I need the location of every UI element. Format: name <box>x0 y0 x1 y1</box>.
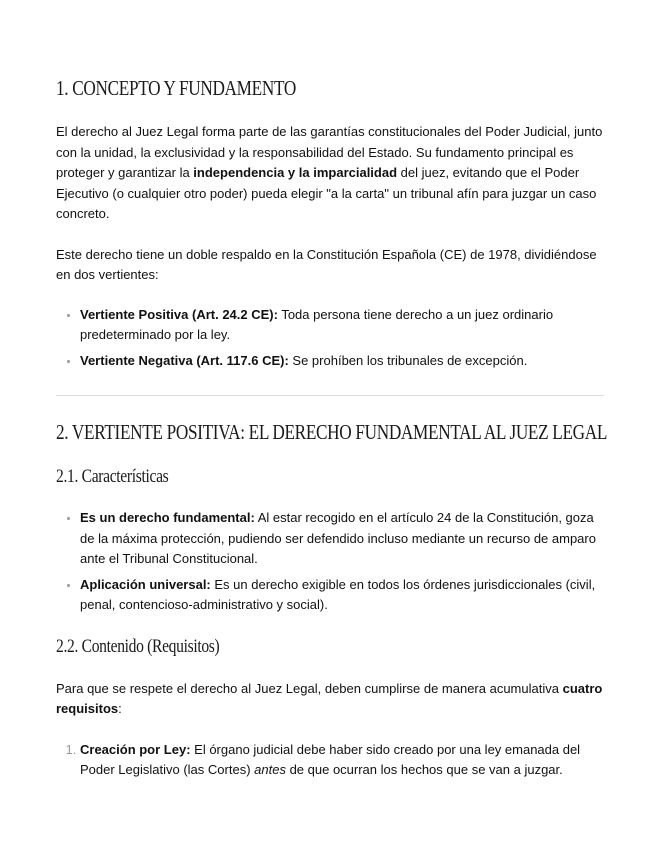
list-item <box>80 740 604 781</box>
list-item-emphasis: antes <box>254 762 286 777</box>
list-item-text: de que ocurran los hechos que se van a juzgar. <box>285 762 563 777</box>
list-item <box>80 508 604 570</box>
section-1-heading: 1. CONCEPTO Y FUNDAMENTO <box>56 76 296 100</box>
section-1-paragraph-1 <box>56 122 604 225</box>
list-item-bold: Es un derecho fundamental: <box>80 510 255 525</box>
list-item <box>80 351 604 372</box>
list-item-bold: Aplicación universal: <box>80 576 211 592</box>
list-item-text: Es un derecho exigible en todos los órdenes jurisdiccionales (civil, penal, contencioso-administrativo y social). <box>80 576 596 612</box>
paragraph-bold-text: independencia y la imparcialidad <box>193 165 398 180</box>
list-item-bold: Vertiente Negativa (Art. 117.6 CE): <box>80 352 289 368</box>
list-item-text: Se prohíben los tribunales de excepción. <box>288 352 528 368</box>
list-item-text: Al estar recogido en el artículo 24 de la Constitución, goza de la máxima protección, pudiendo ser defendido incluso mediante un recurso de amparo ante el Tribunal Constitucional. <box>80 510 596 566</box>
subsection-2-2-heading: 2.2. Contenido (Requisitos) <box>56 635 220 657</box>
subsection-2-1-heading: 2.1. Características <box>56 466 169 487</box>
paragraph-text: del juez, evitando que el Poder Ejecutivo (o cualquier otro poder) pueda elegir "a la carta" un tribunal afín para juzgar un caso concreto. <box>56 165 597 221</box>
list-item-bold: Vertiente Positiva (Art. 24.2 CE): <box>80 306 278 322</box>
subsection-2-2-intro <box>56 679 604 720</box>
list-item <box>80 575 604 616</box>
list-item <box>80 305 604 346</box>
subsection-2-1-bullet-list <box>56 508 604 616</box>
paragraph-text: Para que se respete el derecho al Juez Legal, deben cumplirse de manera acumulativa <box>56 680 563 696</box>
list-item-text: Toda persona tiene derecho a un juez ordinario predeterminado por la ley. <box>80 306 554 342</box>
document-content <box>56 74 608 781</box>
section-2-heading: 2. VERTIENTE POSITIVA: EL DERECHO FUNDAMENTAL AL JUEZ LEGAL <box>56 420 608 444</box>
list-item-text: El órgano judicial debe haber sido creado por una ley emanada del Poder Legislativo (las Cortes) <box>80 741 581 777</box>
paragraph-text: : <box>118 701 122 716</box>
requirements-list <box>56 740 604 781</box>
paragraph-text: El derecho al Juez Legal forma parte de las garantías constitucionales del Poder Judicial, junto con la unidad, la exclusividad y la responsabilidad del Estado. Su fundamento principal es proteger y garantizar la <box>56 124 603 180</box>
section-1-paragraph-2: Este derecho tiene un doble respaldo en la Constitución Española (CE) de 1978, dividiéndose en dos vertientes: <box>56 246 597 282</box>
list-item-bold: Creación por Ley: <box>80 741 191 757</box>
section-divider <box>56 395 604 396</box>
paragraph-bold-text: cuatro requisitos <box>56 680 603 716</box>
section-1-bullet-list <box>56 305 604 372</box>
